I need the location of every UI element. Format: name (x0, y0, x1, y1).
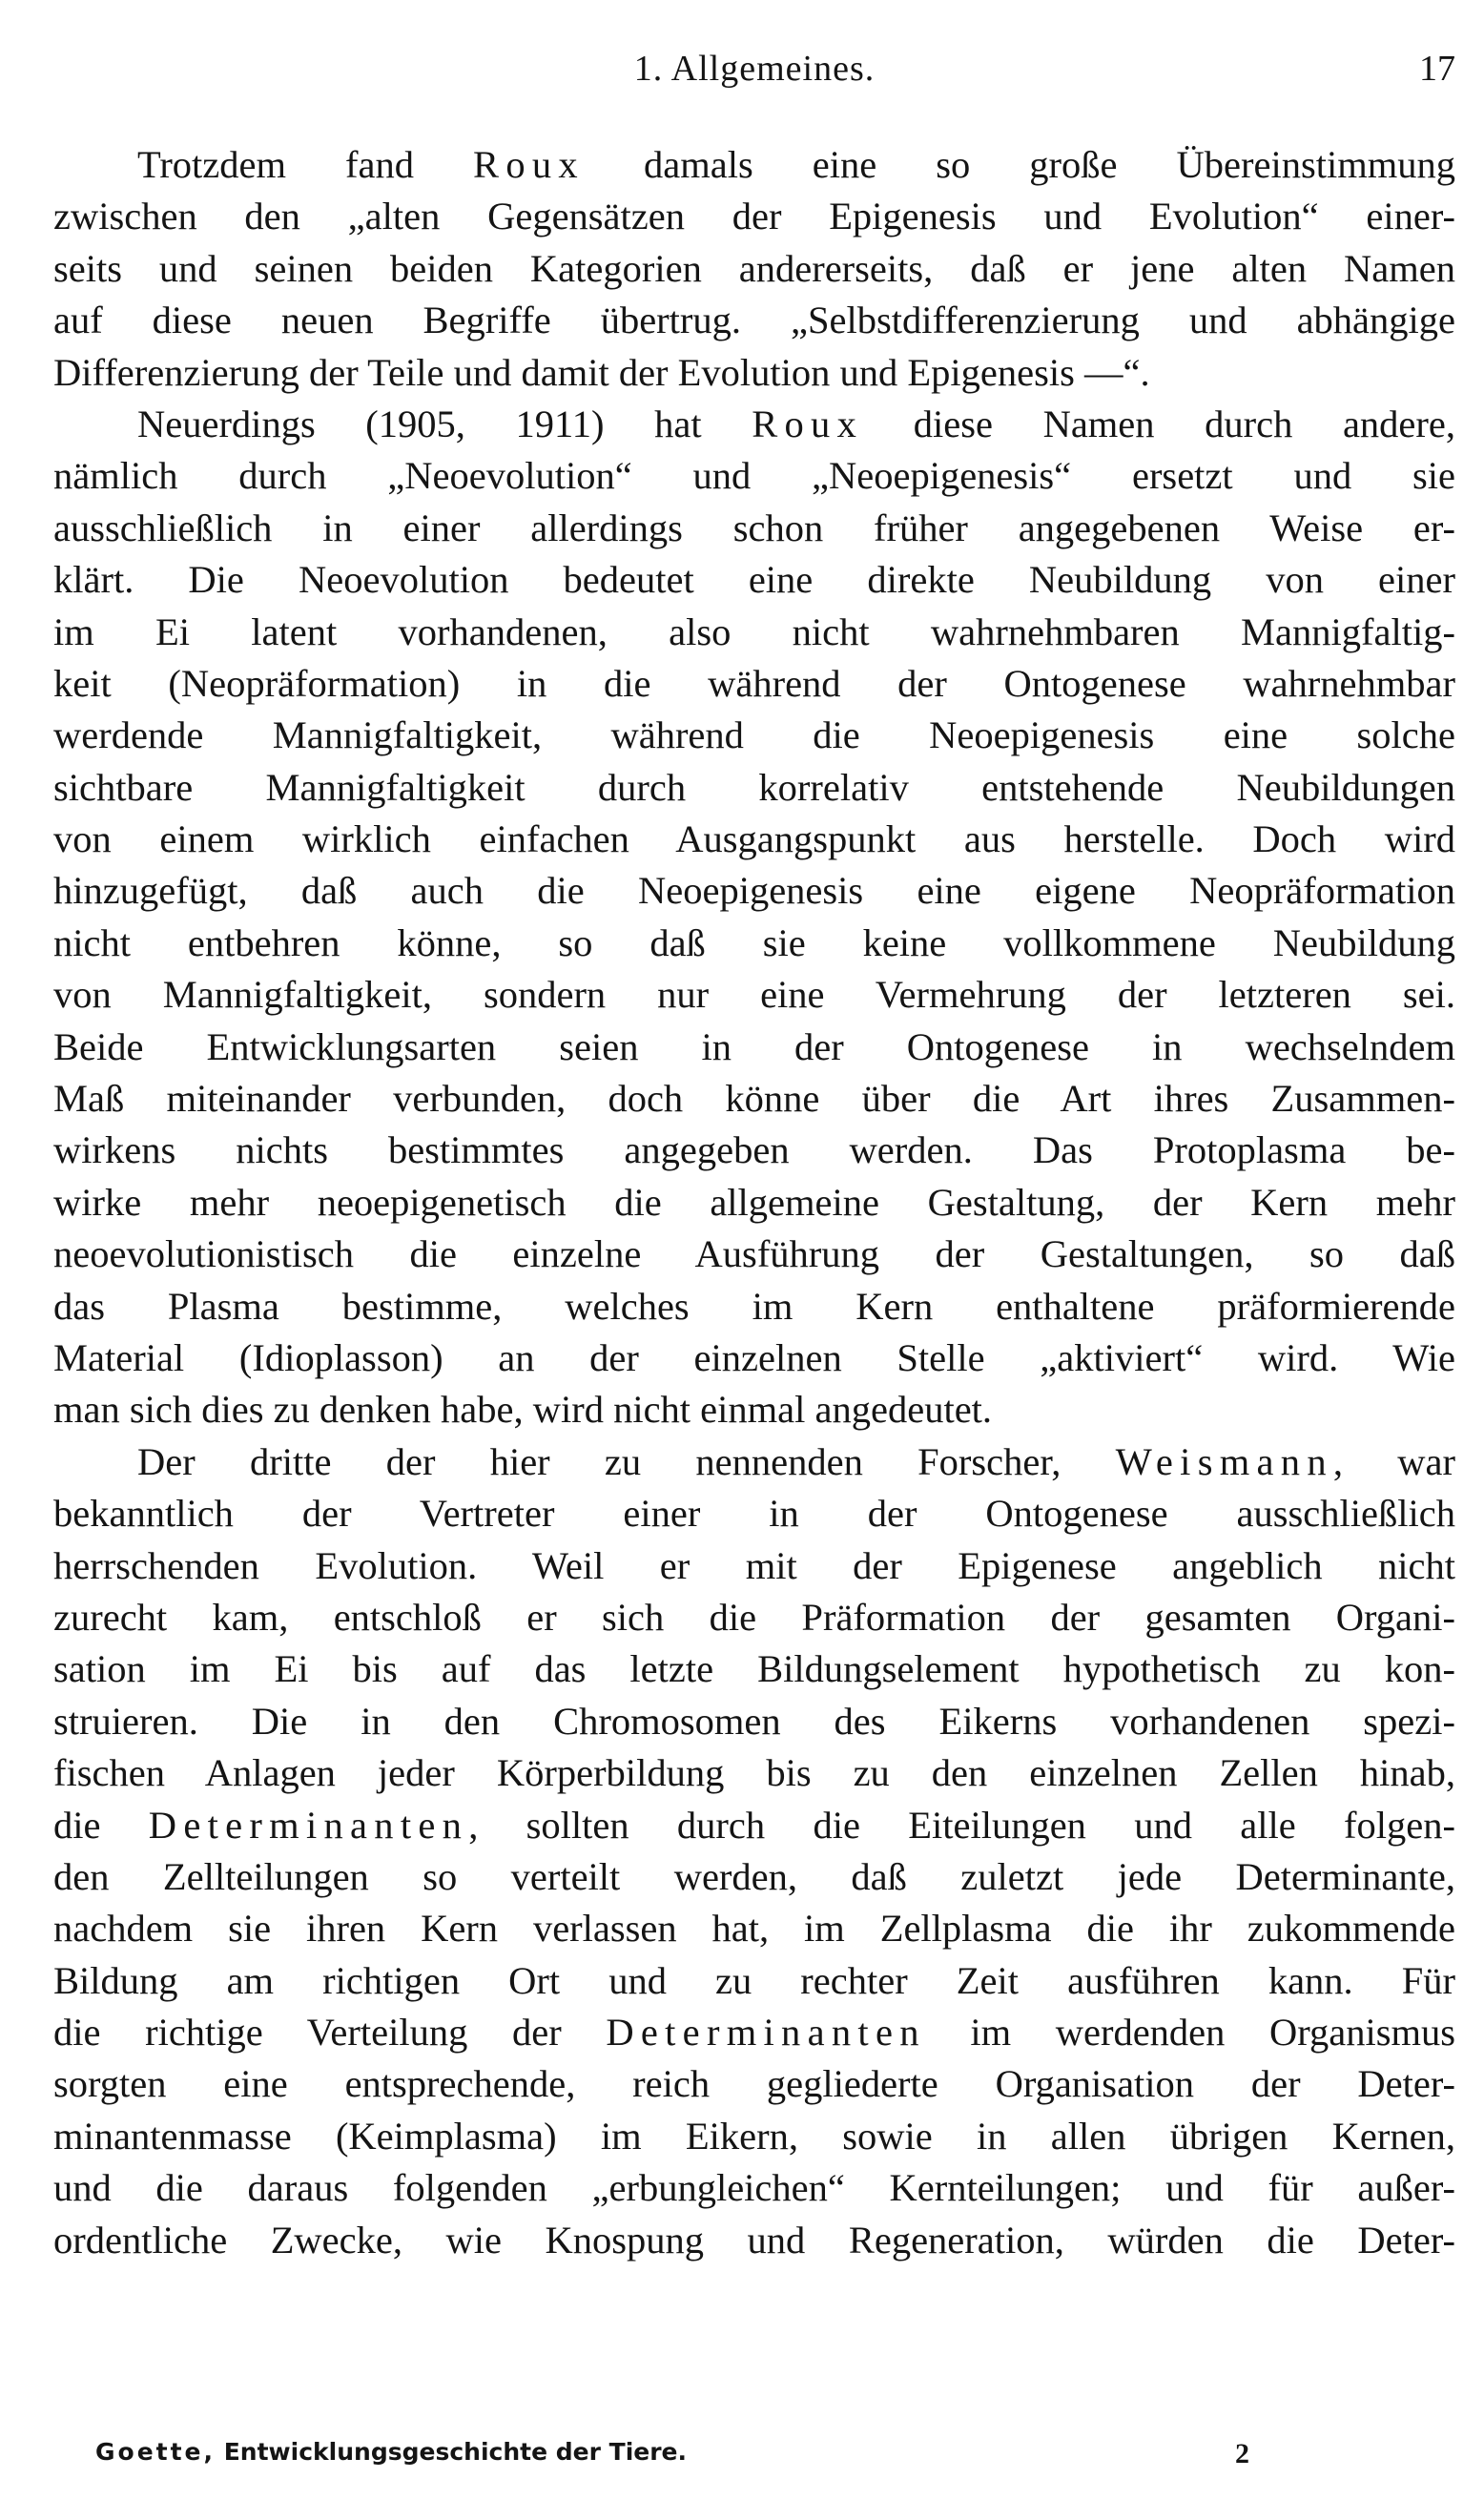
emphasized-name: Roux (473, 143, 585, 186)
running-head (53, 42, 1455, 99)
text-line: das Plasma bestimme, welches im Kern enthaltene präformierende (53, 1284, 1455, 1328)
text-line: minantenmasse (Keimplasma) im Eikern, sowie in allen übrigen Kernen, (53, 2114, 1455, 2158)
text-line: wirkens nichts bestimmtes angegeben werden. Das Protoplasma be- (53, 1128, 1455, 1172)
text-line: von Mannigfaltigkeit, sondern nur eine Vermehrung der letzteren sei. (53, 973, 1455, 1017)
text-line: struieren. Die in den Chromosomen des Eikerns vorhandenen spezi- (53, 1699, 1455, 1743)
emphasized-name: Determinanten (606, 2011, 926, 2055)
body-text (53, 139, 1455, 2266)
emphasized-name: Roux (752, 402, 864, 445)
text-line: Neuerdings (1905, 1911) hat Roux diese Namen durch andere, (137, 402, 1455, 445)
text-line: zwischen den „alten Gegensätzen der Epigenesis und Evolution“ einer- (53, 195, 1455, 238)
text-line: Trotzdem fand Roux damals eine so große Übereinstimmung (137, 143, 1455, 186)
footer-author: Goette, (95, 2438, 216, 2466)
text-line: wirke mehr neoepigenetisch die allgemeine Gestaltung, der Kern mehr (53, 1180, 1455, 1224)
text-line: fischen Anlagen jeder Körperbildung bis zu den einzelnen Zellen hinab, (53, 1751, 1455, 1795)
text-line: neoevolutionistisch die einzelne Ausführung der Gestaltungen, so daß (53, 1232, 1455, 1276)
text-line: Maß miteinander verbunden, doch könne über die Art ihres Zusammen- (53, 1077, 1455, 1121)
text-line: nachdem sie ihren Kern verlassen hat, im Zellplasma die ihr zukommende (53, 1907, 1455, 1951)
text-line: Differenzierung der Teile und damit der Evolution und Epigenesis —“. (53, 350, 1150, 394)
text-line: werdende Mannigfaltigkeit, während die Neoepigenesis eine solche (53, 713, 1455, 757)
text-line: bekanntlich der Vertreter einer in der Ontogenese ausschließlich (53, 1492, 1455, 1536)
text-line: klärt. Die Neoevolution bedeutet eine direkte Neubildung von einer (53, 558, 1455, 602)
text-line: von einem wirklich einfachen Ausgangspunkt aus herstelle. Doch wird (53, 817, 1455, 861)
text-line: auf diese neuen Begriffe übertrug. „Selbstdifferenzierung und abhängige (53, 299, 1455, 342)
sheet-number: 2 (1235, 2438, 1249, 2469)
text-line: sorgten eine entsprechende, reich gegliederte Organisation der Deter- (53, 2062, 1455, 2106)
text-line: keit (Neopräformation) in die während der Ontogenese wahrnehmbar (53, 661, 1455, 705)
text-line: Der dritte der hier zu nennenden Forscher, Weismann, war (137, 1439, 1455, 1483)
text-line: die Determinanten, sollten durch die Eiteilungen und alle folgen- (53, 1803, 1455, 1847)
text-line: seits und seinen beiden Kategorien andererseits, daß er jene alten Namen (53, 246, 1455, 290)
text-line: den Zellteilungen so verteilt werden, daß zuletzt jede Determinante, (53, 1854, 1455, 1898)
text-line: ausschließlich in einer allerdings schon früher angegebenen Weise er- (53, 506, 1455, 549)
text-line: hinzugefügt, daß auch die Neoepigenesis eine eigene Neopräformation (53, 869, 1455, 913)
paragraph (53, 139, 1455, 1436)
text-line: Material (Idioplasson) an der einzelnen Stelle „aktiviert“ wird. Wie (53, 1335, 1455, 1379)
text-line: man sich dies zu denken habe, wird nicht einmal angedeutet. (53, 1388, 993, 1432)
chapter-heading: 1. Allgemeines. (633, 49, 876, 89)
paragraph (53, 1436, 1455, 2266)
text-line: die richtige Verteilung der Determinanten im werdenden Organismus (53, 2011, 1456, 2055)
text-line: nämlich durch „Neoevolution“ und „Neoepigenesis“ ersetzt und sie (53, 454, 1455, 498)
text-line: herrschenden Evolution. Weil er mit der Epigenese angeblich nicht (53, 1543, 1455, 1587)
text-line: ordentliche Zwecke, wie Knospung und Regeneration, würden die Deter- (53, 2218, 1455, 2262)
footer-book-title: Entwicklungsgeschichte der Tiere. (223, 2438, 688, 2466)
text-line: Bildung am richtigen Ort und zu rechter Zeit ausführen kann. Für (53, 1958, 1455, 2002)
page-footer (95, 2438, 1249, 2480)
text-line: sation im Ei bis auf das letzte Bildungselement hypothetisch zu kon- (53, 1647, 1455, 1691)
emphasized-name: Weismann (1115, 1439, 1333, 1483)
text-line: sichtbare Mannigfaltigkeit durch korrelativ entstehende Neubildungen (53, 765, 1455, 809)
text-line: zurecht kam, entschloß er sich die Präformation der gesamten Organi- (53, 1595, 1455, 1639)
text-line: nicht entbehren könne, so daß sie keine vollkommene Neubildung (53, 920, 1455, 964)
text-line: im Ei latent vorhandenen, also nicht wahrnehmbaren Mannigfaltig- (53, 609, 1455, 653)
text-line: Beide Entwicklungsarten seien in der Ontogenese in wechselndem (53, 1024, 1455, 1068)
text-line: und die daraus folgenden „erbungleichen“ Kernteilungen; und für außer- (53, 2166, 1455, 2210)
emphasized-name: Determinanten (148, 1803, 469, 1847)
page-number: 17 (1419, 49, 1455, 89)
